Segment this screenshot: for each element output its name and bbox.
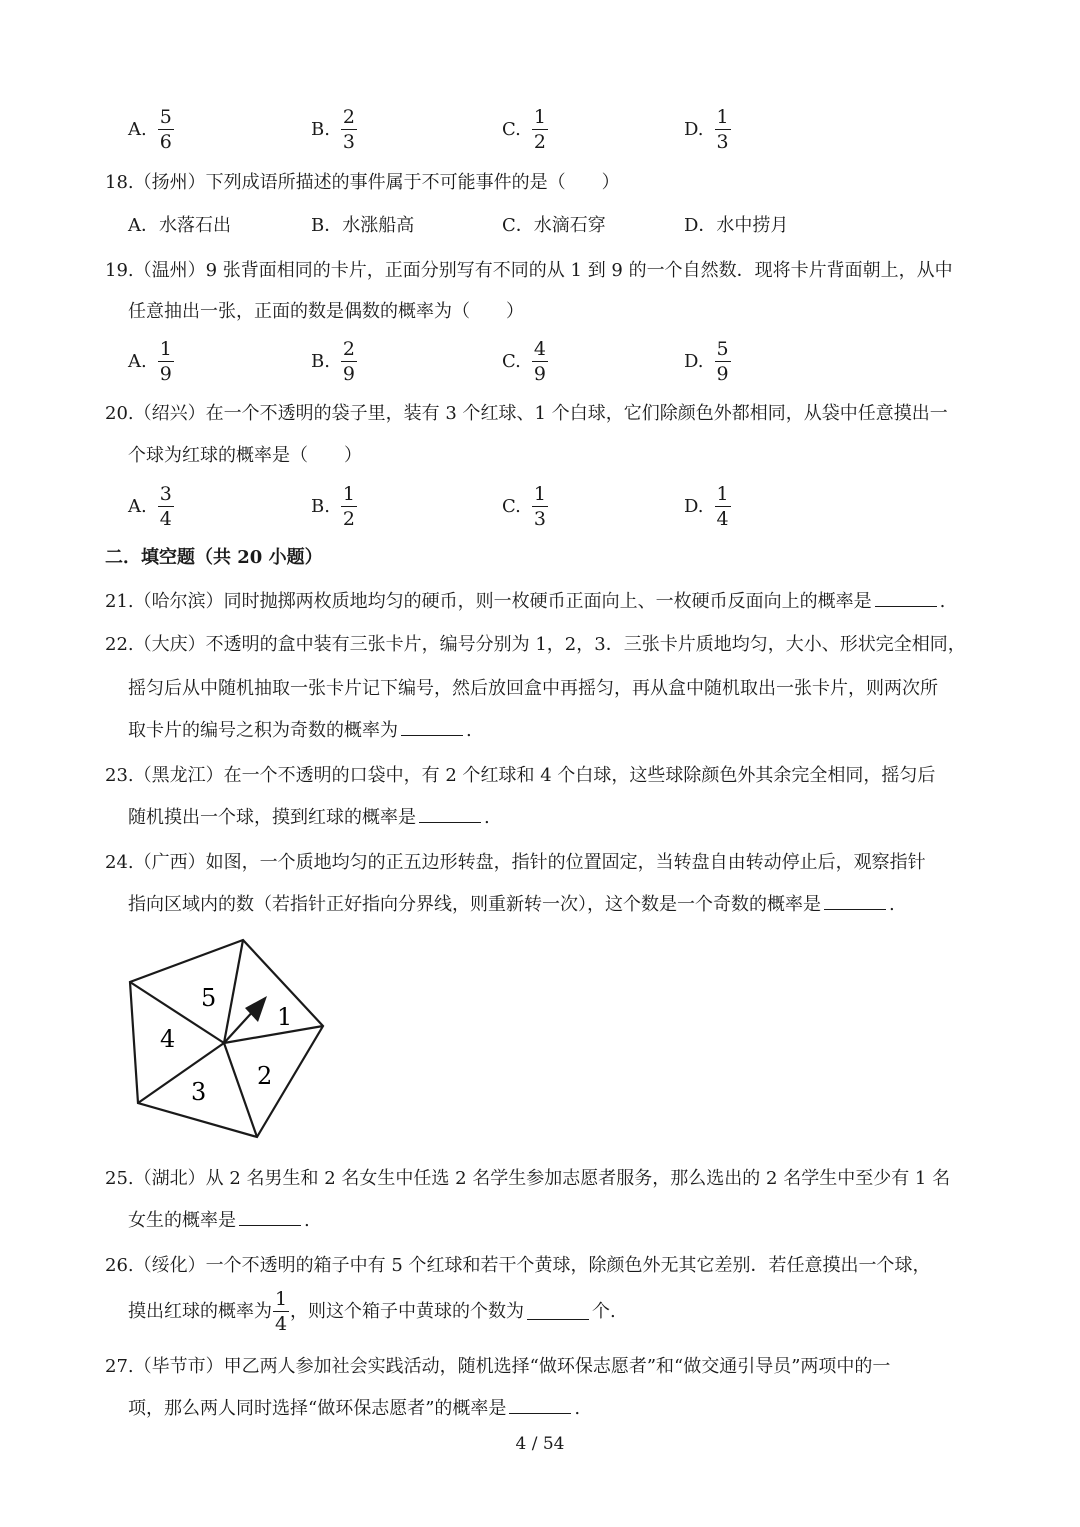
q27-line2: 项，那么两人同时选择“做环保志愿者”的概率是 . bbox=[128, 1398, 581, 1419]
divider-line bbox=[224, 1043, 257, 1137]
answer-blank bbox=[824, 893, 886, 910]
pointer-arrow-icon bbox=[245, 996, 267, 1022]
q20-option-d: D. $\frac{1}{4}$ bbox=[684, 482, 729, 530]
q20-stem-line1: 20.（绍兴）在一个不透明的袋子里，装有 3 个红球、1 个白球，它们除颜色外都相同，从袋中任意摸出一 bbox=[105, 403, 948, 424]
pentagon-outline bbox=[130, 940, 323, 1137]
q19-option-a: A. $\frac{1}{9}$ bbox=[128, 337, 172, 385]
fraction: $\frac{2}{9}$ bbox=[342, 337, 355, 385]
q18-option-d: D．水中捞月 bbox=[684, 215, 789, 236]
spinner-label-4: 4 bbox=[160, 1025, 176, 1053]
spinner-label-1: 1 bbox=[277, 1003, 293, 1031]
q19-option-c: C. $\frac{4}{9}$ bbox=[502, 337, 546, 385]
q24-line1: 24.（广西）如图，一个质地均匀的正五边形转盘，指针的位置固定，当转盘自由转动停止后，观察指针 bbox=[105, 852, 926, 873]
fraction: $\frac{5}{9}$ bbox=[716, 337, 729, 385]
page-number: 4 / 54 bbox=[515, 1434, 565, 1454]
q21: 21.（哈尔滨）同时抛掷两枚质地均匀的硬币，则一枚硬币正面向上、一枚硬币反面向上的概率是 . bbox=[105, 591, 946, 612]
answer-blank bbox=[509, 1397, 571, 1414]
spinner-label-5: 5 bbox=[201, 984, 217, 1012]
q25-line2: 女生的概率是 . bbox=[128, 1210, 310, 1231]
fraction: $\frac{1}{2}$ bbox=[342, 482, 355, 530]
fraction: $\frac{1}{4}$ bbox=[274, 1288, 288, 1335]
spinner-label-2: 2 bbox=[257, 1062, 273, 1090]
fraction: $\frac{2}{3}$ bbox=[342, 105, 355, 153]
q20-option-b: B. $\frac{1}{2}$ bbox=[311, 482, 355, 530]
q20-stem-line2: 个球为红球的概率是（ ） bbox=[128, 445, 362, 466]
fraction: $\frac{3}{4}$ bbox=[159, 482, 172, 530]
spinner-label-3: 3 bbox=[191, 1078, 207, 1106]
fraction: $\frac{1}{3}$ bbox=[716, 105, 729, 153]
q19-stem-line1: 19.（温州）9 张背面相同的卡片，正面分别写有不同的从 1 到 9 的一个自然数．现将卡片背面朝上，从中 bbox=[105, 260, 953, 281]
q18-option-b: B．水涨船高 bbox=[311, 215, 415, 236]
q19-option-b: B. $\frac{2}{9}$ bbox=[311, 337, 355, 385]
q17-option-d: D. $\frac{1}{3}$ bbox=[684, 105, 729, 153]
q17-option-a: A. $\frac{5}{6}$ bbox=[128, 105, 172, 153]
q19-stem-line2: 任意抽出一张，正面的数是偶数的概率为（ ） bbox=[128, 301, 524, 322]
pentagon-spinner-figure bbox=[120, 930, 335, 1145]
fraction: $\frac{1}{3}$ bbox=[533, 482, 546, 530]
section-heading: 二．填空题（共 20 小题） bbox=[105, 547, 323, 568]
fraction: $\frac{1}{9}$ bbox=[159, 337, 172, 385]
answer-blank bbox=[419, 806, 481, 823]
answer-blank bbox=[401, 719, 463, 736]
q18-option-a: A．水落石出 bbox=[128, 215, 231, 236]
divider-line bbox=[224, 1026, 323, 1043]
q23-line1: 23.（黑龙江）在一个不透明的口袋中，有 2 个红球和 4 个白球，这些球除颜色外其余完全相同，摇匀后 bbox=[105, 765, 936, 786]
q26-line2: 摸出红球的概率为 $\frac{1}{4}$ ，则这个箱子中黄球的个数为 个. bbox=[128, 1288, 616, 1335]
fraction: $\frac{1}{4}$ bbox=[716, 482, 729, 530]
q17-option-c: C. $\frac{1}{2}$ bbox=[502, 105, 546, 153]
answer-blank bbox=[239, 1209, 301, 1226]
q22-line3: 取卡片的编号之积为奇数的概率为 . bbox=[128, 720, 472, 741]
q26-line1: 26.（绥化）一个不透明的箱子中有 5 个红球和若干个黄球，除颜色外无其它差别．若任意摸出一个球， bbox=[105, 1255, 931, 1276]
fraction: $\frac{5}{6}$ bbox=[159, 105, 172, 153]
q22-line2: 摇匀后从中随机抽取一张卡片记下编号，然后放回盒中再摇匀，再从盒中随机取出一张卡片，则两次所 bbox=[128, 678, 938, 699]
q19-option-d: D. $\frac{5}{9}$ bbox=[684, 337, 729, 385]
divider-line bbox=[224, 940, 243, 1043]
q24-line2: 指向区域内的数（若指针正好指向分界线，则重新转一次），这个数是一个奇数的概率是 . bbox=[128, 894, 895, 915]
fraction: $\frac{4}{9}$ bbox=[533, 337, 546, 385]
q17-option-b: B. $\frac{2}{3}$ bbox=[311, 105, 355, 153]
q18-option-c: C．水滴石穿 bbox=[502, 215, 606, 236]
q25-line1: 25.（湖北）从 2 名男生和 2 名女生中任选 2 名学生参加志愿者服务，那么选出的 2 名学生中至少有 1 名 bbox=[105, 1168, 951, 1189]
fraction: $\frac{1}{2}$ bbox=[533, 105, 546, 153]
answer-blank bbox=[875, 590, 937, 607]
q22-line1: 22.（大庆）不透明的盒中装有三张卡片，编号分别为 1，2，3．三张卡片质地均匀，大小、形状完全相同， bbox=[105, 634, 966, 655]
answer-blank bbox=[527, 1303, 589, 1320]
q20-option-a: A. $\frac{3}{4}$ bbox=[128, 482, 172, 530]
q20-option-c: C. $\frac{1}{3}$ bbox=[502, 482, 546, 530]
q27-line1: 27.（毕节市）甲乙两人参加社会实践活动，随机选择“做环保志愿者”和“做交通引导员”两项中的一 bbox=[105, 1356, 891, 1377]
q23-line2: 随机摸出一个球，摸到红球的概率是 . bbox=[128, 807, 490, 828]
q18-stem: 18.（扬州）下列成语所描述的事件属于不可能事件的是（ ） bbox=[105, 172, 620, 193]
divider-line bbox=[138, 1043, 224, 1103]
